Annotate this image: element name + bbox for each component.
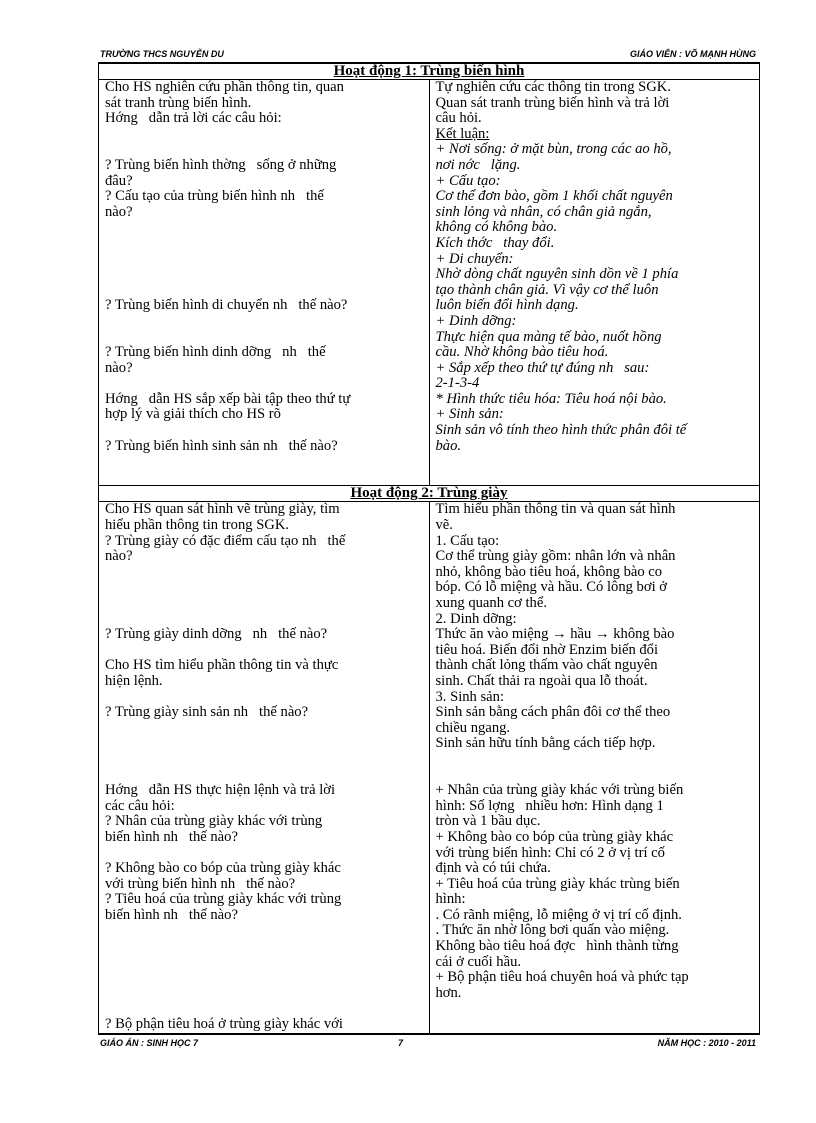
student-line: + Không bào co bóp của trùng giày khác [435,828,674,845]
teacher-line [105,986,425,1002]
teacher-line [105,127,425,143]
student-line: luôn biến đổi hình dạng. [435,297,579,314]
student-line: 2. Dinh dỡng: [435,610,517,627]
teacher-line: Cho HS quan sát hình vẽ trùng giày, tìm [105,501,340,518]
teacher-line: ? Trùng giày sinh sản nh thế nào? [105,704,309,721]
header-teacher: GIÁO VIÊN : VÕ MẠNH HÙNG [629,49,756,59]
student-line: Tìm hiểu phần thông tin và quan sát hình [435,501,676,518]
section-title: Hoạt động 1: Trùng biến hình [99,64,760,80]
teacher-line [105,330,425,346]
student-line: cầu. Nhờ không bào tiêu hoá. [435,344,609,361]
student-line: . Có rãnh miệng, lỗ miệng ở vị trí cố định. [435,906,682,923]
student-line: Không bào tiêu hoá đợc hình thành từng [435,938,679,955]
student-line: nơi nớc lặng. [435,156,521,173]
student-line: Tự nghiên cứu các thông tin trong SGK. [435,79,671,95]
teacher-activity-cell [99,80,430,486]
footer-subject: GIÁO ÁN : SINH HỌC 7 [100,1037,199,1048]
student-line: + Bộ phận tiêu hoá chuyên hoá và phức tạp [435,969,689,986]
student-line: + Dinh dỡng: [435,312,517,329]
teacher-line [105,846,425,862]
teacher-line: Hớng dẫn HS thực hiện lệnh và trả lời [105,782,336,799]
teacher-line [105,376,425,392]
student-activity-cell [429,80,760,486]
teacher-line: đâu? [105,172,133,189]
teacher-line: ? Bộ phận tiêu hoá ở trùng giày khác với [105,1016,343,1033]
student-line: cái ở cuối hầu. [435,953,522,970]
student-line: + Sinh sản: [435,406,504,423]
teacher-line [105,565,425,581]
teacher-line [105,939,425,955]
student-line: Sinh sản bằng cách phân đôi cơ thể theo [435,704,671,721]
student-line [436,1001,756,1017]
student-line: Cơ thể trùng giày gồm: nhân lớn và nhân [435,548,676,565]
student-line [436,752,756,768]
header-school: TRƯỜNG THCS NGUYỄN DU [100,49,224,59]
student-line: bào. [435,437,462,454]
student-line: bóp. Có lỗ miệng và hầu. Có lông bơi ở [435,579,667,596]
teacher-line [105,580,425,596]
footer-year: NĂM HỌC : 2010 - 2011 [657,1037,756,1048]
student-line: Cơ thể đơn bào, gồm 1 khối chất nguyên [435,188,673,205]
student-line: + Tiêu hoá của trùng giày khác trùng biến [435,875,680,892]
teacher-line: nào? [105,548,133,565]
student-line: xung quanh cơ thể. [435,595,547,611]
document-page [98,48,760,1049]
teacher-line [105,970,425,986]
student-line: Kích thớc thay đổi. [435,234,555,251]
student-line: 2-1-3-4 [435,375,480,392]
teacher-line [105,596,425,612]
student-line: 1. Cấu tạo: [435,532,500,549]
teacher-line [105,690,425,706]
page-footer [98,1034,760,1049]
student-line [436,768,756,784]
student-line: vẽ. [435,517,453,534]
student-line: Thức ăn vào miệng → hầu → không bào [435,626,675,643]
student-line: định và có túi chứa. [435,860,551,877]
student-line: + Di chuyển: [435,250,514,267]
teacher-line: các câu hỏi: [105,797,175,814]
teacher-line: Cho HS tìm hiểu phần thông tin và thực [105,657,339,674]
student-line: không có không bào. [435,219,558,236]
student-line: Kết luận: [435,125,490,142]
student-line: Nhờ dòng chất nguyên sinh dồn về 1 phía [435,266,679,283]
student-line: 3. Sinh sản: [435,688,505,705]
teacher-line [105,236,425,252]
student-line: . Thức ăn nhờ lông bơi quấn vào miệng. [435,922,670,939]
teacher-line: ? Trùng giày dinh dỡng nh thế nào? [105,626,328,643]
teacher-activity-cell [99,502,430,1033]
student-line: Quan sát tranh trùng biến hình và trả lời [435,94,670,111]
teacher-line [105,721,425,737]
student-line: chiều ngang. [435,719,511,736]
student-line: Sinh sản hữu tính bằng cách tiếp hợp. [435,735,656,752]
student-line: tròn và 1 bầu dục. [435,813,541,830]
student-line: + Nhân của trùng giày khác với trùng biến [435,782,684,799]
student-line: tạo thành chân giả. Vì vậy cơ thể luôn [435,281,659,298]
teacher-line [105,220,425,236]
footer-page-number: 7 [398,1037,404,1048]
student-line: hình: [435,891,466,908]
student-line: Thực hiện qua màng tế bào, nuốt hồng [435,328,662,345]
student-line: sinh. Chất thải ra ngoài qua lỗ thoát. [435,672,648,689]
teacher-line: nào? [105,359,133,376]
teacher-line [105,142,425,158]
student-line: + Sắp xếp theo thứ tự đúng nh sau: [435,359,650,376]
teacher-line: Cho HS nghiên cứu phần thông tin, quan [105,79,344,95]
teacher-line: ? Trùng biến hình sinh sản nh thế nào? [105,437,338,454]
teacher-line [105,955,425,971]
teacher-line: Hớng dẫn HS sắp xếp bài tập theo thứ tự [105,390,351,407]
section-title: Hoạt động 2: Trùng giày [99,486,760,502]
teacher-line: ? Tiêu hoá của trùng giày khác với trùng [105,891,342,908]
teacher-line [105,752,425,768]
teacher-line: Hớng dẫn trả lời các câu hỏi: [105,110,282,127]
teacher-line [105,736,425,752]
teacher-line: hiện lệnh. [105,672,163,689]
teacher-line: ? Trùng biến hình di chuyển nh thế nào? [105,297,348,314]
teacher-line [105,283,425,299]
student-line: * Hình thức tiêu hóa: Tiêu hoá nội bào. [435,390,667,407]
teacher-line: với trùng biến hình nh thế nào? [105,875,296,892]
teacher-line: biến hình nh thế nào? [105,906,238,923]
teacher-line: ? Trùng biến hình thờng sống ở những [105,156,337,173]
student-line: câu hỏi. [435,110,482,127]
teacher-line: biến hình nh thế nào? [105,828,238,845]
teacher-line: hiểu phần thông tin trong SGK. [105,517,290,534]
student-line: sinh lỏng và nhân, có chân giả ngắn, [435,203,652,220]
teacher-line: ? Trùng giày có đặc điểm cấu tạo nh thế [105,532,346,549]
student-line: hình: Số lợng nhiều hơn: Hình dạng 1 [435,797,664,814]
teacher-line [105,454,425,470]
teacher-line [105,423,425,439]
student-line: nhỏ, không bào tiêu hoá, không bào co [435,563,663,580]
teacher-line: ? Không bào co bóp của trùng giày khác [105,860,341,877]
teacher-line: nào? [105,203,133,220]
teacher-line [105,252,425,268]
student-line: với trùng biến hình: Chỉ có 2 ở vị trí cố [435,844,665,861]
teacher-line [105,470,425,486]
student-line: hơn. [435,984,462,1001]
teacher-line [105,768,425,784]
teacher-line [105,923,425,939]
teacher-line [105,612,425,628]
teacher-line [105,314,425,330]
teacher-line: hợp lý và giải thích cho HS rõ [105,406,281,423]
teacher-line [105,267,425,283]
student-line: + Nơi sống: ở mặt bùn, trong các ao hồ, [435,141,672,158]
teacher-line [105,643,425,659]
teacher-line: ? Nhân của trùng giày khác với trùng [105,813,323,830]
student-activity-cell [429,502,760,1033]
lesson-table [98,63,760,1034]
teacher-line: ? Cấu tạo của trùng biến hình nh thế [105,188,324,205]
student-line: Sinh sản vô tính theo hình thức phân đôi tế [435,422,687,439]
page-header [98,48,760,63]
teacher-line: sát tranh trùng biến hình. [105,94,252,111]
student-line: tiêu hoá. Biến đổi nhờ Enzim biến đổi [435,641,659,658]
teacher-line [105,1001,425,1017]
student-line: + Cấu tạo: [435,172,501,189]
student-line: thành chất lỏng thấm vào chất nguyên [435,657,658,674]
teacher-line: ? Trùng biến hình dinh dỡng nh thế [105,344,326,361]
